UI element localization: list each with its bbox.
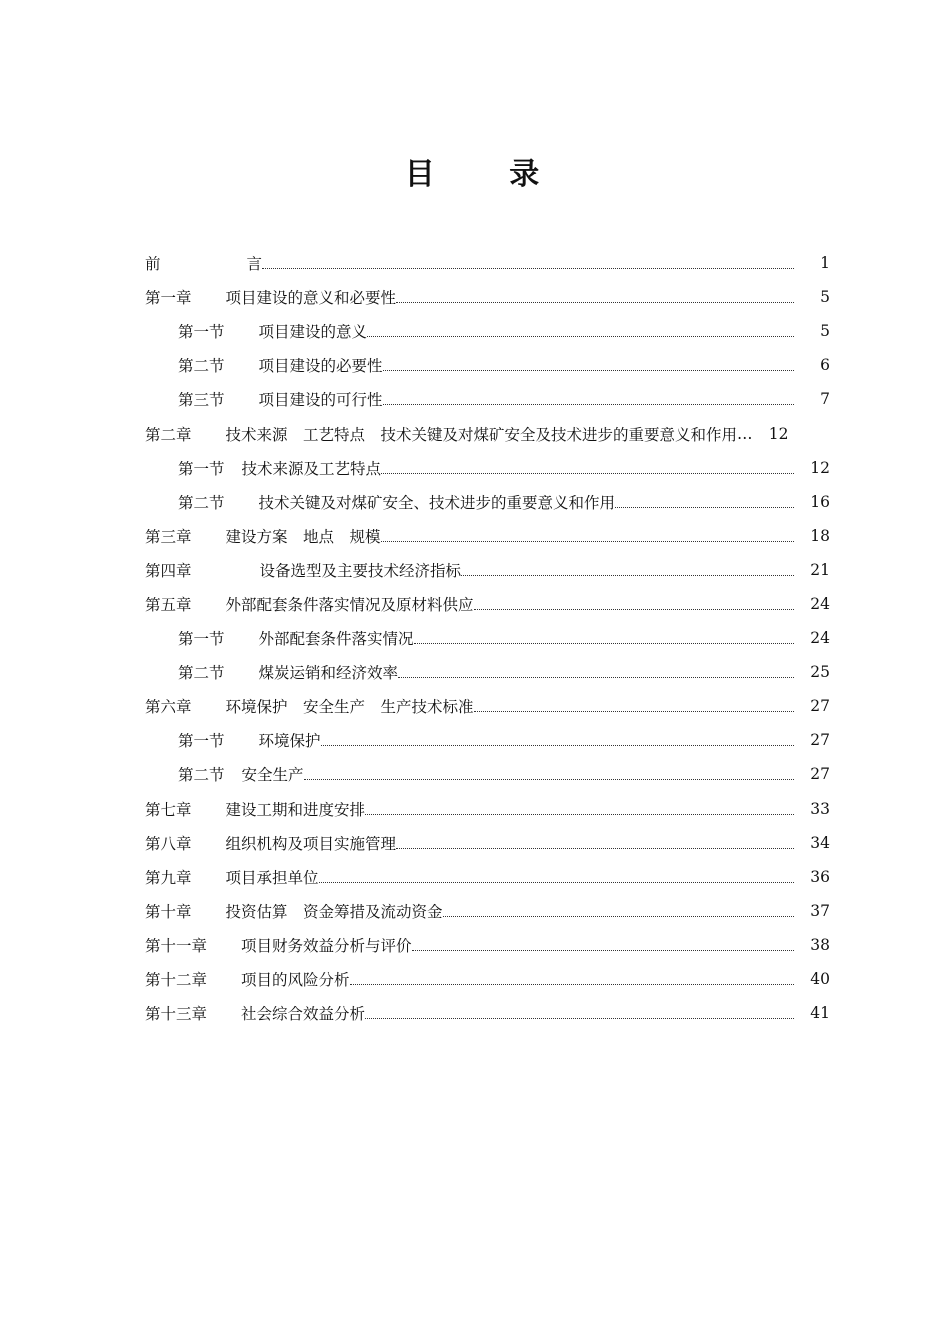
toc-entry-title: 项目建设的可行性 [258, 391, 383, 410]
toc-entry-label: 第一节 [178, 732, 225, 751]
toc-entry-page-number: 5 [820, 288, 830, 307]
toc-entry[interactable] [145, 280, 830, 314]
dot-leader [381, 472, 794, 474]
dot-leader [443, 915, 794, 917]
toc-entry-page-number: 16 [810, 492, 830, 511]
toc-entry-page-number: 37 [810, 901, 830, 920]
toc-entry-label: 前 [145, 255, 161, 274]
dot-leader [321, 744, 794, 746]
toc-entry-label: 第十章 [145, 902, 192, 921]
toc-entry[interactable] [145, 894, 830, 928]
toc-entry-page-number: 6 [820, 356, 830, 375]
toc-entry-label: 第一节 [178, 459, 225, 478]
toc-entry-title: 技术来源及工艺特点 [241, 459, 382, 478]
dot-leader [381, 540, 794, 542]
dot-leader [396, 301, 794, 303]
toc-entry-page-number: 24 [810, 629, 830, 648]
table-of-contents [145, 246, 830, 1030]
toc-entry-label: 第一节 [178, 630, 225, 649]
toc-entry-label: 第六章 [145, 698, 192, 717]
toc-entry[interactable] [145, 996, 830, 1030]
toc-entry-title: 技术关键及对煤矿安全、技术进步的重要意义和作用 [258, 493, 616, 512]
toc-entry-label: 第二节 [178, 664, 225, 683]
toc-entry-page-number: 21 [810, 560, 830, 579]
toc-entry-title: 环境保护 安全生产 生产技术标准 [225, 698, 474, 717]
dot-leader [383, 403, 794, 405]
toc-entry-page-number: 7 [820, 390, 830, 409]
toc-entry[interactable] [145, 382, 830, 416]
toc-entry-label: 第一节 [178, 323, 225, 342]
toc-entry-label: 第二节 [178, 493, 225, 512]
toc-entry[interactable] [145, 246, 830, 280]
toc-entry-page-number: 12 [810, 458, 830, 477]
toc-entry-label: 第三节 [178, 391, 225, 410]
toc-entry[interactable] [145, 689, 830, 723]
toc-entry-label: 第四章 [145, 561, 192, 580]
dot-leader [383, 369, 794, 371]
toc-entry-ellipsis: … [737, 424, 753, 443]
toc-entry-label: 第十二章 [145, 971, 208, 990]
dot-leader [474, 608, 794, 610]
dot-leader [396, 847, 794, 849]
toc-entry-title: 技术来源 工艺特点 技术关键及对煤矿安全及技术进步的重要意义和作用 [225, 425, 738, 444]
toc-entry-title: 安全生产 [241, 766, 304, 785]
dot-leader [414, 642, 794, 644]
toc-entry-title: 项目建设的必要性 [258, 357, 383, 376]
toc-entry[interactable] [145, 928, 830, 962]
toc-entry-page-number: 1 [820, 254, 830, 273]
dot-leader [262, 267, 794, 269]
toc-entry-label: 第二章 [145, 425, 192, 444]
toc-entry-page-number: 27 [810, 731, 830, 750]
toc-entry-title: 项目建设的意义 [258, 323, 368, 342]
dot-leader [304, 778, 794, 780]
toc-entry-page-number: 33 [810, 799, 830, 818]
toc-entry-page-number: 27 [810, 697, 830, 716]
toc-entry[interactable] [145, 587, 830, 621]
toc-entry-title: 建设工期和进度安排 [225, 800, 366, 819]
toc-entry-title: 煤炭运销和经济效率 [258, 664, 399, 683]
toc-entry-label: 第九章 [145, 868, 192, 887]
toc-entry-label: 第十一章 [145, 936, 208, 955]
toc-entry-title: 建设方案 地点 规模 [225, 527, 381, 546]
dot-leader [367, 335, 794, 337]
toc-entry-page-number: 38 [810, 935, 830, 954]
toc-entry-label: 第五章 [145, 595, 192, 614]
toc-entry-title: 环境保护 [258, 732, 321, 751]
toc-entry[interactable] [145, 348, 830, 382]
toc-entry-label: 第二节 [178, 766, 225, 785]
toc-entry[interactable] [145, 451, 830, 485]
toc-entry[interactable] [145, 723, 830, 757]
toc-entry-page-number: 18 [810, 526, 830, 545]
toc-entry-title: 社会综合效益分析 [241, 1005, 366, 1024]
toc-entry-page-number: 27 [810, 765, 830, 784]
dot-leader [350, 983, 794, 985]
dot-leader [412, 949, 794, 951]
dot-leader [319, 881, 794, 883]
dot-leader [461, 574, 794, 576]
toc-entry-title: 言 [246, 255, 263, 274]
toc-entry-page-number: 34 [810, 833, 830, 852]
toc-entry-title: 设备选型及主要技术经济指标 [259, 561, 462, 580]
toc-entry[interactable] [145, 553, 830, 587]
dot-leader [474, 710, 794, 712]
toc-entry-label: 第一章 [145, 289, 192, 308]
dot-leader [398, 676, 794, 678]
dot-leader [365, 1017, 794, 1019]
toc-entry-label: 第十三章 [145, 1005, 208, 1024]
toc-entry-label: 第二节 [178, 357, 225, 376]
toc-entry-title: 组织机构及项目实施管理 [225, 834, 397, 853]
toc-entry[interactable] [145, 860, 830, 894]
toc-entry[interactable] [145, 621, 830, 655]
toc-entry-title: 项目建设的意义和必要性 [225, 289, 397, 308]
toc-entry-page-number: 25 [810, 663, 830, 682]
page-title: 目 录 [404, 157, 572, 192]
toc-entry-page-number: 36 [810, 867, 830, 886]
toc-entry-page-number: 40 [810, 970, 830, 989]
dot-leader [615, 506, 794, 508]
toc-entry-title: 外部配套条件落实情况及原材料供应 [225, 595, 474, 614]
toc-entry-title: 投资估算 资金筹措及流动资金 [225, 902, 443, 921]
toc-entry-label: 第七章 [145, 800, 192, 819]
toc-entry-page-number: 5 [820, 322, 830, 341]
toc-entry[interactable] [145, 962, 830, 996]
toc-entry[interactable] [145, 519, 830, 553]
toc-entry[interactable] [145, 485, 830, 519]
toc-entry[interactable] [145, 826, 830, 860]
toc-entry-title: 项目财务效益分析与评价 [241, 936, 412, 955]
toc-entry-title: 外部配套条件落实情况 [258, 630, 414, 649]
toc-entry-label: 第三章 [145, 527, 192, 546]
toc-entry[interactable] [145, 757, 830, 791]
dot-leader [365, 813, 794, 815]
toc-entry-title: 项目的风险分析 [241, 971, 350, 990]
toc-entry-label: 第八章 [145, 834, 192, 853]
toc-entry[interactable] [145, 416, 830, 450]
toc-entry[interactable] [145, 314, 830, 348]
toc-entry[interactable] [145, 655, 830, 689]
toc-entry[interactable] [145, 792, 830, 826]
toc-entry-page-number: 41 [810, 1004, 830, 1023]
toc-entry-page-number: 12 [768, 424, 789, 443]
toc-entry-page-number: 24 [810, 594, 830, 613]
toc-entry-title: 项目承担单位 [225, 868, 319, 887]
